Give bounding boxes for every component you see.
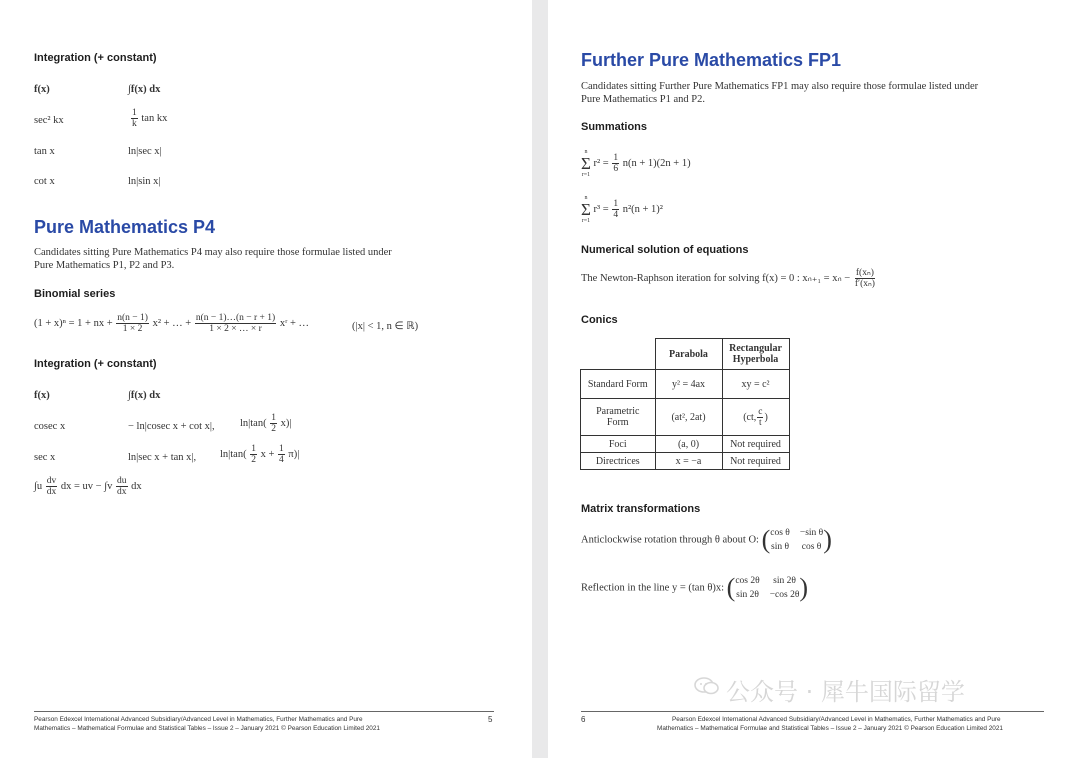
integration-by-parts: ∫u $\frac{dv}{dx}$ dx = uv − ∫v $\frac{du}{dx}$ dx xyxy=(34,476,142,497)
rotation-matrix: ( cos θ −sin θ sin θ cos θ ) xyxy=(761,525,832,554)
col-header-integral: ∫f(x) dx xyxy=(128,84,161,95)
intro-fp1-line1: Candidates sitting Further Pure Mathematics FP1 may also require those formulae listed under xyxy=(581,81,979,92)
table-row: Standard Form y² = 4ax xy = c² xyxy=(581,370,790,399)
reflection-matrix-line: Reflection in the line y = (tan θ)x: ( cos 2θ sin 2θ sin 2θ −cos 2θ ) xyxy=(581,573,809,602)
row-int-cosecx-1: − ln|cosec x + cot x|, xyxy=(128,421,215,432)
footer-line1: Pearson Edexcel International Advanced Subsidiary/Advanced Level in Mathematics, Further Mathematics and Pure xyxy=(672,716,1001,723)
header-hyperbola: Rectangular Hyperbola xyxy=(722,339,789,370)
row-int-secx-1: ln|sec x + tan x|, xyxy=(128,452,197,463)
conics-table xyxy=(580,338,790,470)
frac-1-over-k: $\frac{1}{k}$ xyxy=(132,108,137,129)
row-fx-cosecx: cosec x xyxy=(34,421,66,432)
rotation-matrix-line: Anticlockwise rotation through θ about O: ( cos θ −sin θ sin θ cos θ ) xyxy=(581,525,832,554)
footer-line2: Mathematics – Mathematical Formulae and Statistical Tables – Issue 2 – January 2021 © Pearson Education Limited 2021 xyxy=(657,725,1003,732)
section-heading-integration-top: Integration (+ constant) xyxy=(34,52,157,64)
row-fx-secx: sec x xyxy=(34,452,56,463)
table-row xyxy=(581,339,790,370)
row-fx-tanx: tan x xyxy=(34,146,55,157)
binomial-condition: (|x| < 1, n ∈ ℝ) xyxy=(352,321,419,332)
page-number: 6 xyxy=(581,715,586,724)
footer-line1: Pearson Edexcel International Advanced Subsidiary/Advanced Level in Mathematics, Further Mathematics and Pure xyxy=(34,716,363,723)
section-heading-conics: Conics xyxy=(581,314,618,326)
row-int-sec2kx: $\frac{1}{k}$ tan kx xyxy=(132,108,168,129)
section-heading-binomial: Binomial series xyxy=(34,288,116,300)
page-title-p4: Pure Mathematics P4 xyxy=(34,217,216,237)
row-int-tanx: ln|sec x| xyxy=(128,146,162,157)
section-heading-numerical: Numerical solution of equations xyxy=(581,244,749,256)
page-number: 5 xyxy=(488,715,493,724)
page-6 xyxy=(548,0,1080,758)
intro-p4-line1: Candidates sitting Pure Mathematics P4 may also require those formulae listed under xyxy=(34,247,392,258)
footer-rule xyxy=(581,711,1044,712)
col-header-integral-p4: ∫f(x) dx xyxy=(128,390,161,401)
intro-p4-line2: Pure Mathematics P1, P2 and P3. xyxy=(34,260,175,271)
section-heading-summations: Summations xyxy=(581,121,648,133)
page-title-fp1: Further Pure Mathematics FP1 xyxy=(581,50,842,70)
header-parabola: Parabola xyxy=(655,339,722,370)
table-row: Directrices x = −a Not required xyxy=(581,453,790,470)
table-row: Foci (a, 0) Not required xyxy=(581,436,790,453)
summation-r2: n Σ r=1 r² = $\frac{1}{6}$ n(n + 1)(2n + 1) xyxy=(581,149,691,178)
row-int-cosecx-2: ln|tan( $\frac{1}{2}$ x)| xyxy=(240,413,292,434)
binomial-formula: (1 + x)ⁿ = 1 + nx + $\frac{n(n - 1)}{1 \times 2}$ x² + … + $\frac{n(n - 1)\dots(n - r + 1)}{1 \times 2 \times \dots \times r}$ xʳ + … xyxy=(34,313,310,334)
page-5 xyxy=(0,0,532,758)
col-header-fx: f(x) xyxy=(34,84,50,95)
row-fx-sec2kx: sec² kx xyxy=(34,115,64,126)
newton-raphson: The Newton-Raphson iteration for solving f(x) = 0 : xₙ₊₁ = xₙ − $\frac{\text{f(xₙ)}}{\text{f′(xₙ)}}$ xyxy=(581,268,875,289)
table-row: Parametric Form (at², 2at) (ct, $\frac{c}{t}$ ) xyxy=(581,399,790,436)
intro-fp1-line2: Pure Mathematics P1 and P2. xyxy=(581,94,705,105)
row-fx-cotx: cot x xyxy=(34,176,55,187)
row-int-secx-2: ln|tan( $\frac{1}{2}$ x + $\frac{1}{4}$ π)| xyxy=(220,444,300,465)
footer-line2: Mathematics – Mathematical Formulae and Statistical Tables – Issue 2 – January 2021 © Pearson Education Limited 2021 xyxy=(34,725,380,732)
cell-hyperbola-parametric: (ct, $\frac{c}{t}$ ) xyxy=(722,399,789,436)
wechat-logo-icon xyxy=(694,676,720,696)
summation-r3: n Σ r=1 r³ = $\frac{1}{4}$ n²(n + 1)² xyxy=(581,195,663,224)
reflection-matrix: ( cos 2θ sin 2θ sin 2θ −cos 2θ ) xyxy=(726,573,809,602)
section-heading-matrix: Matrix transformations xyxy=(581,503,701,515)
row-int-cotx: ln|sin x| xyxy=(128,176,161,187)
col-header-fx-p4: f(x) xyxy=(34,390,50,401)
watermark-text: 公众号 · 犀牛国际留学 xyxy=(726,678,965,706)
footer-rule xyxy=(34,711,494,712)
section-heading-integration-p4: Integration (+ constant) xyxy=(34,358,157,370)
